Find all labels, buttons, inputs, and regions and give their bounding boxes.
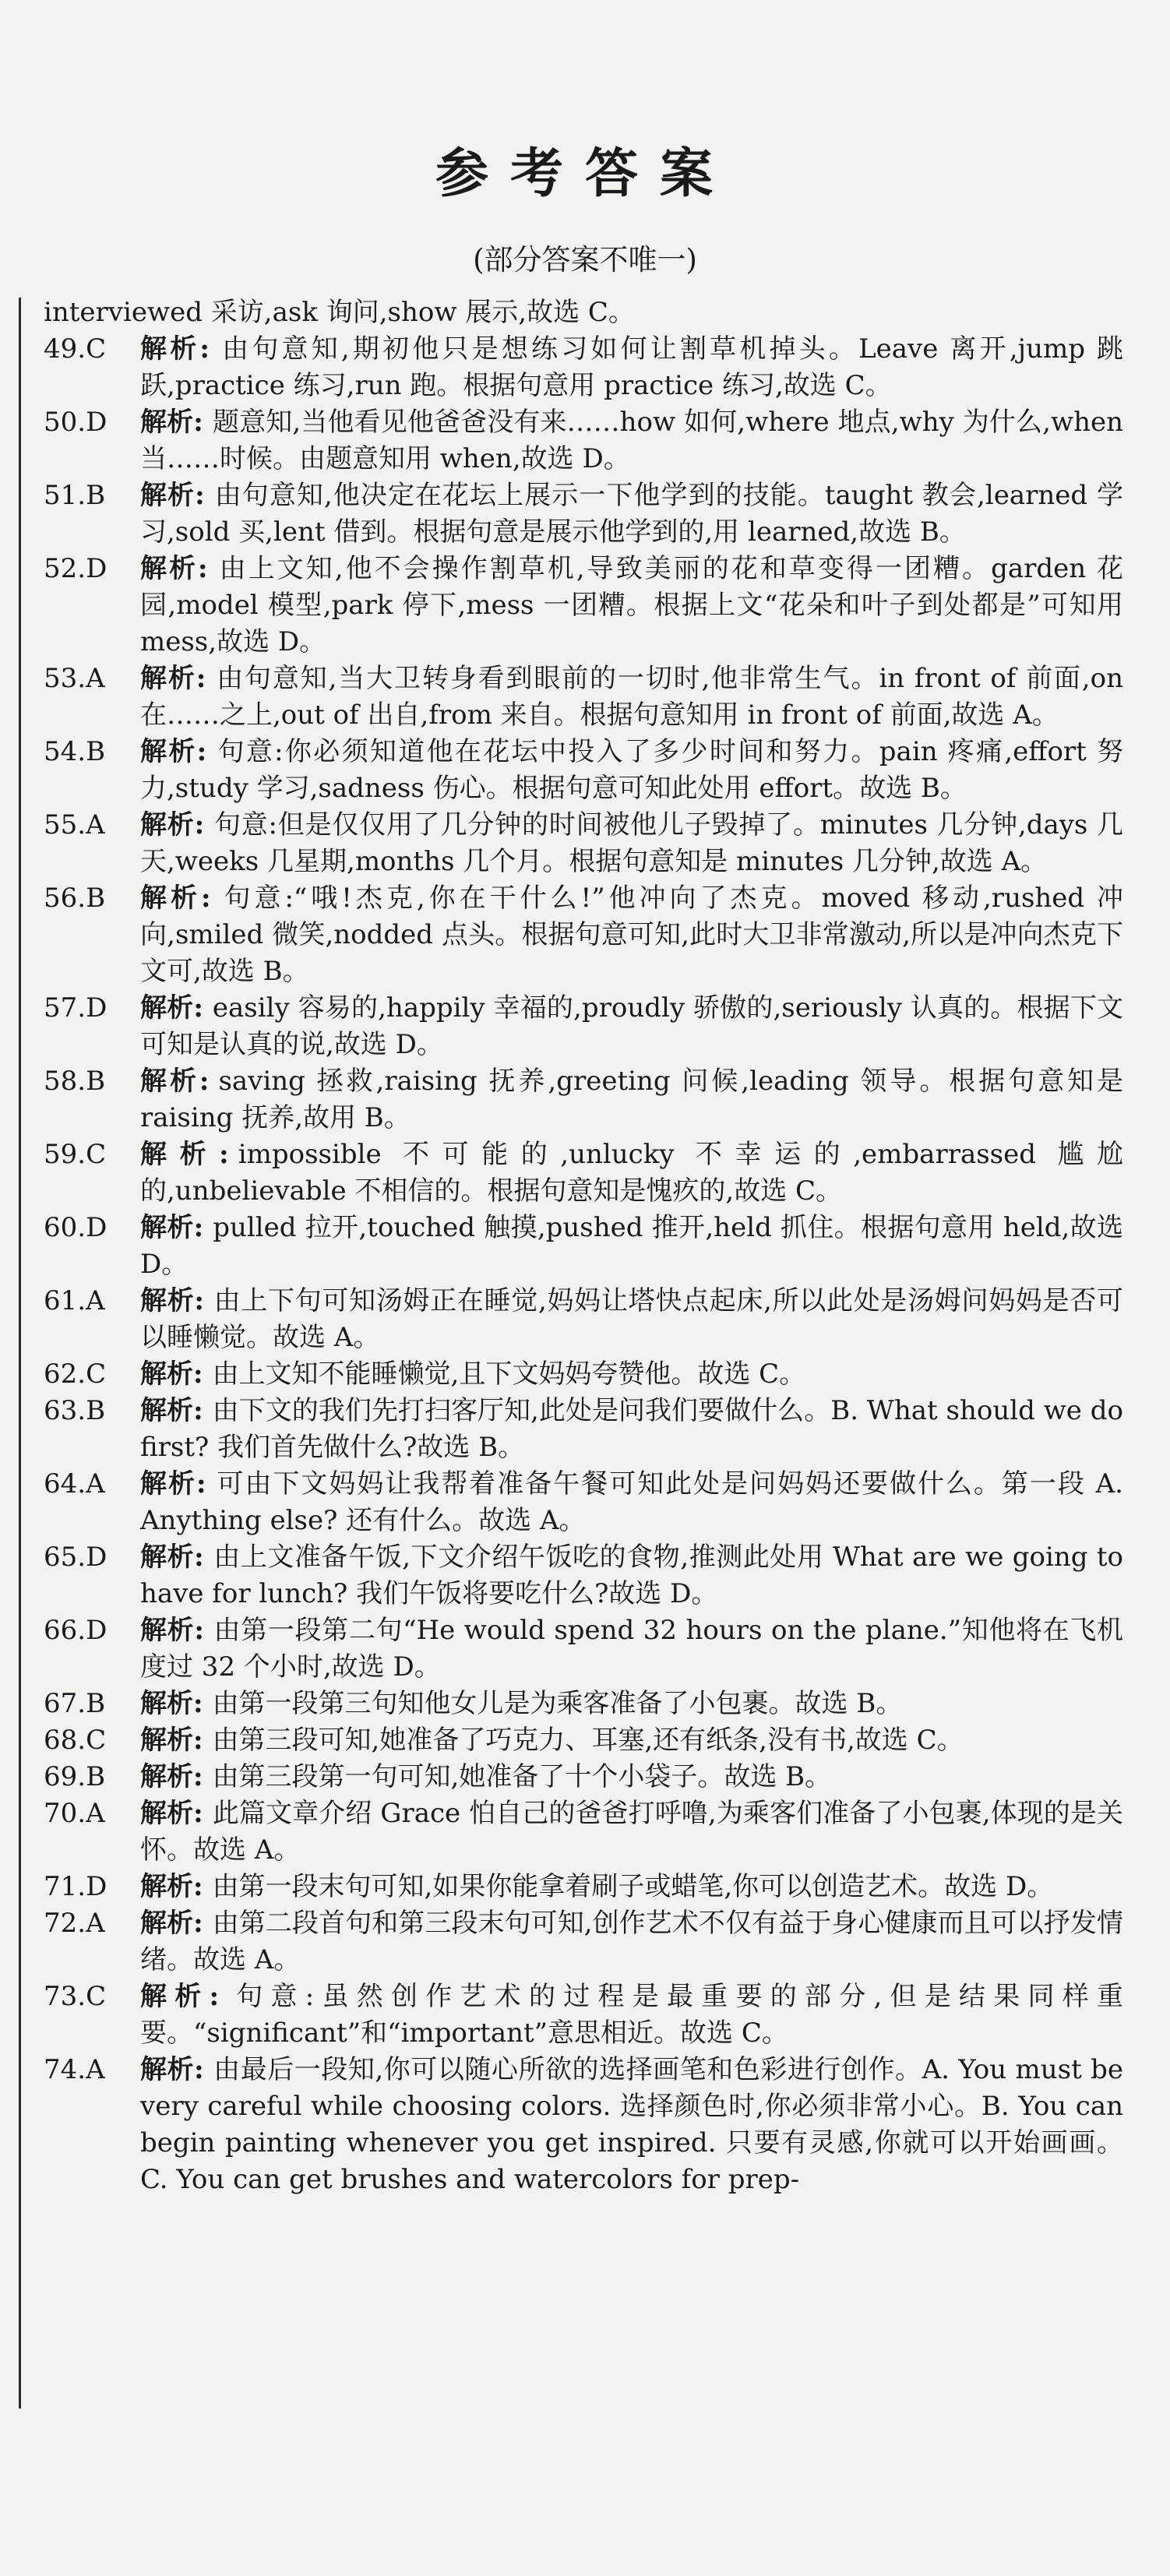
answer-number: 72.A xyxy=(44,1908,105,1939)
answer-explanation xyxy=(140,807,1123,880)
answer-item xyxy=(44,477,1123,551)
analysis-label: 解析: xyxy=(140,1066,210,1097)
explanation-text: 由句意知,他决定在花坛上展示一下他学到的技能。taught 教会,learned 学习,sold 买,lent 借到。根据句意是展示他学到的,用 learned,故选 B。 xyxy=(140,480,1123,548)
answer-explanation xyxy=(140,1612,1123,1686)
analysis-label: 解析: xyxy=(140,1542,204,1573)
explanation-text: easily 容易的,happily 幸福的,proudly 骄傲的,seriously 认真的。根据下文可知是认真的说,故选 D。 xyxy=(140,992,1123,1060)
analysis-label: 解析: xyxy=(140,1981,220,2012)
explanation-text: 由上文准备午饭,下文介绍午饭吃的食物,推测此处用 What are we going to have for lunch? 我们午饭将要吃什么?故选 D。 xyxy=(140,1542,1123,1609)
answer-number: 68.C xyxy=(44,1725,107,1756)
explanation-text: 句意:虽然创作艺术的过程是最重要的部分,但是结果同样重要。“significant”和“important”意思相近。故选 C。 xyxy=(140,1981,1123,2049)
answer-explanation xyxy=(140,2052,1123,2198)
answer-explanation xyxy=(140,1063,1123,1136)
answer-explanation xyxy=(140,990,1123,1063)
answer-item xyxy=(44,807,1123,880)
answer-item xyxy=(44,1393,1123,1466)
answer-explanation xyxy=(140,1905,1123,1979)
analysis-label: 解析: xyxy=(140,1139,229,1170)
analysis-label: 解析: xyxy=(140,663,206,694)
explanation-text: 由第一段第三句知他女儿是为乘客准备了小包裹。故选 B。 xyxy=(212,1688,903,1719)
answer-number: 59.C xyxy=(44,1139,107,1170)
answer-explanation xyxy=(140,1539,1123,1612)
answer-number: 65.D xyxy=(44,1542,107,1573)
explanation-text: 由句意知,当大卫转身看到眼前的一切时,他非常生气。in front of 前面,on 在……之上,out of 出自,from 来自。根据句意知用 in front of 前面,故选 A。 xyxy=(140,663,1123,731)
answer-number: 66.D xyxy=(44,1615,107,1646)
answer-explanation xyxy=(140,1686,1123,1722)
explanation-text: 题意知,当他看见他爸爸没有来……how 如何,where 地点,why 为什么,when 当……时候。由题意知用 when,故选 D。 xyxy=(140,407,1123,474)
explanation-text: 句意:但是仅仅用了几分钟的时间被他儿子毁掉了。minutes 几分钟,days 几天,weeks 几星期,months 几个月。根据句意知是 minutes 几分钟,故选 A。 xyxy=(140,809,1123,877)
answer-item xyxy=(44,331,1123,404)
answer-number: 67.B xyxy=(44,1688,106,1719)
explanation-text: 此篇文章介绍 Grace 怕自己的爸爸打呼噜,为乘客们准备了小包裹,体现的是关怀。故选 A。 xyxy=(140,1798,1123,1866)
explanation-text: 由上文知不能睡懒觉,且下文妈妈夸赞他。故选 C。 xyxy=(212,1358,806,1390)
answer-number: 51.B xyxy=(44,480,106,511)
analysis-label: 解析: xyxy=(140,1212,204,1243)
answer-item xyxy=(44,990,1123,1063)
answer-number: 64.A xyxy=(44,1468,105,1499)
answer-explanation xyxy=(140,880,1123,990)
explanation-text: 可由下文妈妈让我帮着准备午餐可知此处是问妈妈还要做什么。第一段 A. Anything else? 还有什么。故选 A。 xyxy=(140,1468,1123,1536)
answer-number: 52.D xyxy=(44,553,107,584)
answer-item xyxy=(44,404,1123,477)
explanation-text: 由第一段末句可知,如果你能拿着刷子或蜡笔,你可以创造艺术。故选 D。 xyxy=(212,1871,1054,1902)
answer-explanation xyxy=(140,1722,1123,1759)
answer-item xyxy=(44,1063,1123,1136)
analysis-label: 解析: xyxy=(140,883,211,914)
answer-item xyxy=(44,2052,1123,2198)
answer-item xyxy=(44,734,1123,807)
answer-number: 58.B xyxy=(44,1066,106,1097)
answer-number: 74.A xyxy=(44,2054,105,2085)
explanation-text: pulled 拉开,touched 触摸,pushed 推开,held 抓住。根据句意用 held,故选 D。 xyxy=(140,1212,1123,1280)
analysis-label: 解析: xyxy=(140,736,207,767)
answer-item xyxy=(44,1136,1123,1210)
answer-number: 56.B xyxy=(44,883,106,914)
explanation-text: 由上文知,他不会操作割草机,导致美丽的花和草变得一团糟。garden 花园,model 模型,park 停下,mess 一团糟。根据上文“花朵和叶子到处都是”可知用 mess,故选 D。 xyxy=(140,553,1123,657)
answer-item xyxy=(44,1686,1123,1722)
explanation-text: 由第一段第二句“He would spend 32 hours on the plane.”知他将在飞机度过 32 个小时,故选 D。 xyxy=(140,1615,1123,1683)
answer-number: 60.D xyxy=(44,1212,107,1243)
answer-explanation xyxy=(140,331,1123,404)
explanation-text: saving 拯救,raising 抚养,greeting 问候,leading 领导。根据句意知是 raising 抚养,故用 B。 xyxy=(140,1066,1123,1133)
answer-explanation xyxy=(140,477,1123,551)
explanation-text: 由第三段可知,她准备了巧克力、耳塞,还有纸条,没有书,故选 C。 xyxy=(212,1725,964,1756)
answer-number: 50.D xyxy=(44,407,107,438)
answer-item xyxy=(44,1466,1123,1539)
continued-paragraph: interviewed 采访,ask 询问,show 展示,故选 C。 xyxy=(44,297,635,328)
analysis-label: 解析: xyxy=(140,1688,203,1719)
page-title: 参考答案 xyxy=(435,143,735,205)
analysis-label: 解析: xyxy=(140,1798,203,1829)
answer-number: 69.B xyxy=(44,1761,106,1792)
analysis-label: 解析: xyxy=(140,1468,206,1499)
analysis-label: 解析: xyxy=(140,1395,203,1426)
answer-item xyxy=(44,1283,1123,1356)
explanation-text: 由下文的我们先打扫客厅知,此处是问我们要做什么。B. What should we do first? 我们首先做什么?故选 B。 xyxy=(140,1395,1123,1463)
analysis-label: 解析: xyxy=(140,1615,204,1646)
analysis-label: 解析: xyxy=(140,553,208,584)
analysis-label: 解析: xyxy=(140,1725,203,1756)
answer-item xyxy=(44,1869,1123,1905)
answer-explanation xyxy=(140,404,1123,477)
page-subtitle: (部分答案不唯一) xyxy=(473,243,697,277)
answer-explanation xyxy=(140,661,1123,734)
answer-number: 57.D xyxy=(44,992,107,1024)
answer-number: 70.A xyxy=(44,1798,105,1829)
explanation-text: impossible 不可能的,unlucky 不幸运的,embarrassed 尴尬的,unbelievable 不相信的。根据句意知是愧疚的,故选 C。 xyxy=(140,1139,1123,1207)
answer-explanation xyxy=(140,1466,1123,1539)
explanation-text: 句意:你必须知道他在花坛中投入了多少时间和努力。pain 疼痛,effort 努力,study 学习,sadness 伤心。根据句意可知此处用 effort。故选 B。 xyxy=(140,736,1123,804)
answer-number: 54.B xyxy=(44,736,106,767)
analysis-label: 解析: xyxy=(140,333,210,365)
answer-explanation xyxy=(140,1210,1123,1283)
answer-item xyxy=(44,1759,1123,1795)
explanation-text: 句意:“哦!杰克,你在干什么!”他冲向了杰克。moved 移动,rushed 冲向,smiled 微笑,nodded 点头。根据句意可知,此时大卫非常激动,所以是冲向杰克下文可,故选 B。 xyxy=(140,883,1123,987)
explanation-text: 由第三段第一句可知,她准备了十个小袋子。故选 B。 xyxy=(212,1761,832,1792)
answer-explanation xyxy=(140,1795,1123,1869)
answer-number: 49.C xyxy=(44,333,107,365)
answer-item xyxy=(44,1979,1123,2052)
answer-item xyxy=(44,1539,1123,1612)
answer-explanation xyxy=(140,1356,1123,1393)
analysis-label: 解析: xyxy=(140,809,205,840)
answer-item xyxy=(44,1612,1123,1686)
answer-number: 61.A xyxy=(44,1285,105,1316)
answer-number: 53.A xyxy=(44,663,105,694)
answer-explanation xyxy=(140,1979,1123,2052)
explanation-text: 由最后一段知,你可以随心所欲的选择画笔和色彩进行创作。A. You must be very careful while choosing colors. 选择颜色时,你必须非常小心。B. You can begin painting whenever you get inspired. 只要有灵感,你就可以开始画画。C. You can get brushes and watercolors for prep- xyxy=(140,2054,1123,2195)
answer-number: 55.A xyxy=(44,809,105,840)
answer-item xyxy=(44,1722,1123,1759)
explanation-text: 由句意知,期初他只是想练习如何让割草机掉头。Leave 离开,jump 跳跃,practice 练习,run 跑。根据句意用 practice 练习,故选 C。 xyxy=(140,333,1123,401)
answer-explanation xyxy=(140,734,1123,807)
answer-number: 71.D xyxy=(44,1871,107,1902)
answer-list xyxy=(44,294,1123,2198)
answer-item xyxy=(44,1795,1123,1869)
answer-number: 73.C xyxy=(44,1981,107,2012)
answer-number: 63.B xyxy=(44,1395,106,1426)
answer-items xyxy=(44,331,1123,2198)
answer-explanation xyxy=(140,1869,1123,1905)
analysis-label: 解析: xyxy=(140,1285,204,1316)
answer-item xyxy=(44,661,1123,734)
answer-item xyxy=(44,880,1123,990)
answer-explanation xyxy=(140,1283,1123,1356)
answer-explanation xyxy=(140,551,1123,661)
answer-number: 62.C xyxy=(44,1358,107,1390)
analysis-label: 解析: xyxy=(140,1358,203,1390)
analysis-label: 解析: xyxy=(140,1908,203,1939)
explanation-text: 由上下句可知汤姆正在睡觉,妈妈让塔快点起床,所以此处是汤姆问妈妈是否可以睡懒觉。故选 A。 xyxy=(140,1285,1123,1353)
answer-item xyxy=(44,1210,1123,1283)
analysis-label: 解析: xyxy=(140,2054,204,2085)
answer-explanation xyxy=(140,1393,1123,1466)
left-margin-rule xyxy=(19,298,21,2409)
analysis-label: 解析: xyxy=(140,1761,203,1792)
explanation-text: 由第二段首句和第三段末句可知,创作艺术不仅有益于身心健康而且可以抒发情绪。故选 A。 xyxy=(140,1908,1123,1975)
answer-explanation xyxy=(140,1759,1123,1795)
answer-item xyxy=(44,1905,1123,1979)
answer-item xyxy=(44,551,1123,661)
analysis-label: 解析: xyxy=(140,992,203,1024)
analysis-label: 解析: xyxy=(140,407,203,438)
answer-explanation xyxy=(140,1136,1123,1210)
analysis-label: 解析: xyxy=(140,1871,203,1902)
analysis-label: 解析: xyxy=(140,480,205,511)
answer-item xyxy=(44,1356,1123,1393)
